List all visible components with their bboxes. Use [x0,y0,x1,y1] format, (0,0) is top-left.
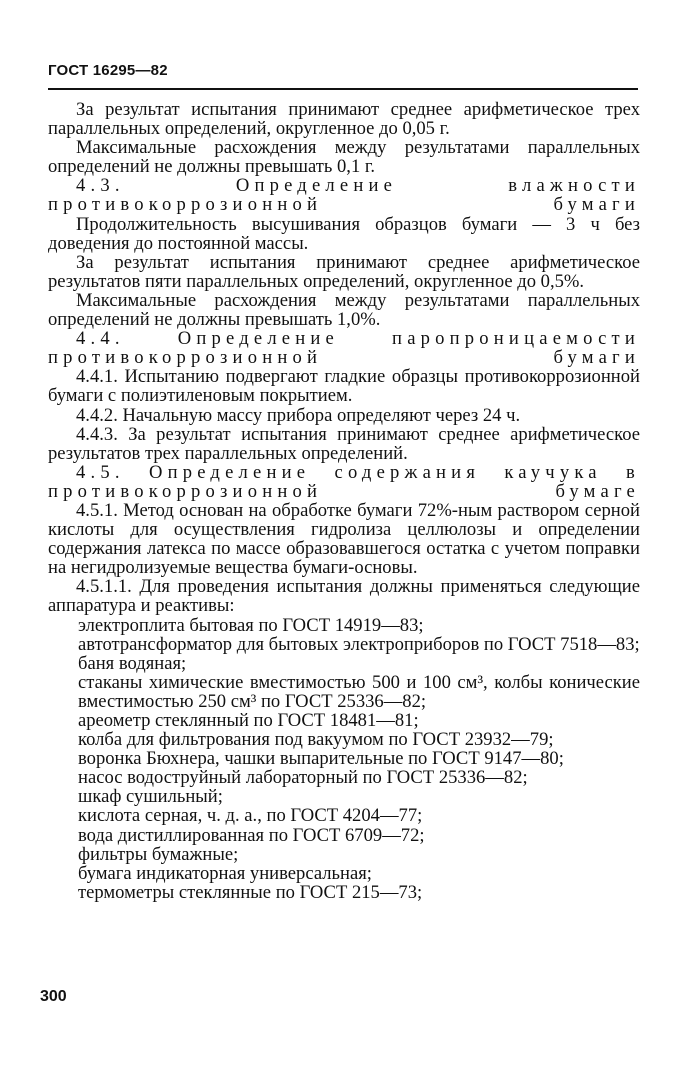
list-item: ареометр стеклянный по ГОСТ 18481—81; [78,710,419,731]
section-heading-4-3: 4.3. Определение влажности противокоррозионной бумаги [48,175,640,216]
paragraph-max-deviation: Максимальные расхождения между результатами параллельных определений не должны превышать 0,1 г. [48,137,640,178]
list-item: насос водоструйный лабораторный по ГОСТ 25336—82; [78,767,528,789]
list-item: термометры стеклянные по ГОСТ 215—73; [78,881,423,903]
list-item: автотрансформатор для бытовых электроприборов по ГОСТ 7518—83; [78,633,640,655]
list-item: электроплита бытовая по ГОСТ 14919—83; [78,614,424,636]
section-heading-4-4: 4.4. Определение паропроницаемости противокоррозионной бумаги [48,328,640,369]
page-header: ГОСТ 16295—82 [48,62,168,79]
document-body [48,100,640,902]
list-item: стаканы химические вместимостью 500 и 100 см³, колбы конические вместимостью 250 см³ по ГОСТ 25336—82; [78,671,640,712]
paragraph-4-4-2: 4.4.2. Начальную массу прибора определяют через 24 ч. [76,404,521,426]
list-item: вода дистиллированная по ГОСТ 6709—72; [78,824,425,846]
section-heading-4-5: 4.5. Определение содержания каучука в противокоррозионной бумаге [48,461,640,502]
list-item: фильтры бумажные; [78,843,239,865]
list-item: бумага индикаторная универсальная; [78,862,372,884]
list-item: шкаф сушильный; [78,786,223,808]
header-rule [48,88,638,90]
paragraph-drying-time: Продолжительность высушивания образцов бумаги — 3 ч без доведения до постоянной массы. [48,213,640,254]
paragraph-result-average: За результат испытания принимают среднее арифметическое трех параллельных определений, округленное до 0,05 г. [48,99,640,140]
paragraph-result-five: За результат испытания принимают среднее арифметическое результатов пяти параллельных определений, округленное до 0,5%. [48,251,640,292]
list-item: воронка Бюхнера, чашки выпарительные по ГОСТ 9147—80; [78,748,564,770]
list-item: колба для фильтрования под вакуумом по ГОСТ 23932—79; [78,729,554,751]
list-item: баня водяная; [78,652,187,674]
paragraph-4-4-3: 4.4.3. За результат испытания принимают среднее арифметическое результатов трех параллельных определений. [48,423,640,464]
list-item: кислота серная, ч. д. а., по ГОСТ 4204—77; [78,805,423,827]
paragraph-4-4-1: 4.4.1. Испытанию подвергают гладкие образцы противокоррозионной бумаги с полиэтиленовым покрытием. [48,366,640,407]
paragraph-4-5-1: 4.5.1. Метод основан на обработке бумаги 72%-ным раствором серной кислоты для осуществления гидролиза целлюлозы и определении содержания латекса по массе образовавшегося остатка с учетом поправки на негидролизуемые вещества бумаги-основы. [48,499,640,579]
paragraph-4-5-1-1: 4.5.1.1. Для проведения испытания должны применяться следующие аппаратура и реактивы: [48,576,640,617]
paragraph-max-deviation-moisture: Максимальные расхождения между результатами параллельных определений не должны превышать 1,0%. [48,289,640,331]
page-number: 300 [40,988,67,1005]
